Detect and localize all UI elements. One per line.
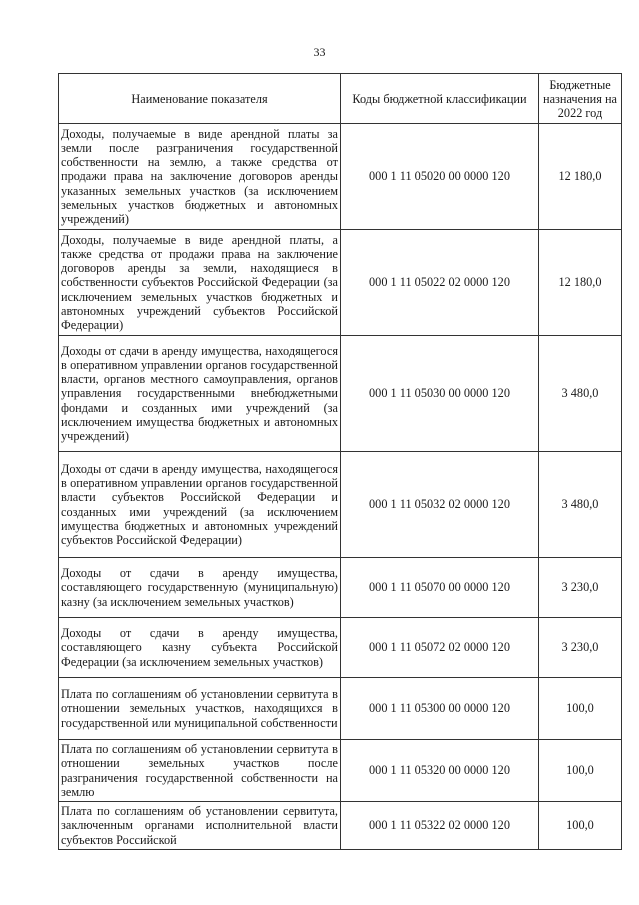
- row-name: Доходы от сдачи в аренду имущества, находящегося в оперативном управлении органов государственной власти субъектов Российской Федерации и созданных ими учреждений (за исключением имущества бюджетных и автономных учреждений субъектов Российской Федерации): [59, 452, 341, 558]
- row-amount: 3 480,0: [539, 336, 622, 452]
- row-name: Доходы, получаемые в виде арендной платы, а также средства от продажи права на заключение договоров аренды за земли, находящиеся в собственности субъектов Российской Федерации (за исключением земельных участков бюджетных и автономных учреждений субъектов Российской Федерации): [59, 230, 341, 336]
- row-name: Доходы, получаемые в виде арендной платы за земли после разграничения государственной собственности на землю, а также средства от продажи права на заключение договоров аренды указанных земельных участков (за исключением земельных участков бюджетных и автономных учреждений): [59, 124, 341, 230]
- table-row: [59, 452, 622, 558]
- table-row: [59, 336, 622, 452]
- table-row: [59, 740, 622, 802]
- row-name: Доходы от сдачи в аренду имущества, находящегося в оперативном управлении органов государственной власти, органов местного самоуправления, органов управления государственными внебюджетными фондами и созданных ими учреждений (за исключением имущества бюджетных и автономных учреждений): [59, 336, 341, 452]
- row-name: Доходы от сдачи в аренду имущества, составляющего казну субъекта Российской Федерации (за исключением земельных участков): [59, 618, 341, 678]
- budget-table: [58, 73, 622, 850]
- row-amount: 3 230,0: [539, 618, 622, 678]
- row-code: 000 1 11 05300 00 0000 120: [341, 678, 539, 740]
- table-row: [59, 802, 622, 850]
- row-code: 000 1 11 05022 02 0000 120: [341, 230, 539, 336]
- table-row: [59, 678, 622, 740]
- table-row: [59, 124, 622, 230]
- row-name: Доходы от сдачи в аренду имущества, составляющего государственную (муниципальную) казну (за исключением земельных участков): [59, 558, 341, 618]
- header-budget-amount: Бюджетные назначения на 2022 год: [539, 74, 622, 124]
- row-amount: 100,0: [539, 740, 622, 802]
- page-number: 33: [313, 45, 326, 59]
- row-amount: 100,0: [539, 802, 622, 850]
- row-code: 000 1 11 05032 02 0000 120: [341, 452, 539, 558]
- header-budget-codes: Коды бюджетной классификации: [341, 74, 539, 124]
- table-header-row: [59, 74, 622, 124]
- row-name: Плата по соглашениям об установлении сервитута в отношении земельных участков после разграничения государственной собственности на землю: [59, 740, 341, 802]
- row-name: Плата по соглашениям об установлении сервитута в отношении земельных участков, находящихся в государственной или муниципальной собственности: [59, 678, 341, 740]
- row-code: 000 1 11 05020 00 0000 120: [341, 124, 539, 230]
- row-code: 000 1 11 05322 02 0000 120: [341, 802, 539, 850]
- row-amount: 12 180,0: [539, 230, 622, 336]
- row-name: Плата по соглашениям об установлении сервитута, заключенным органами исполнительной власти субъектов Российской: [59, 802, 341, 850]
- row-code: 000 1 11 05070 00 0000 120: [341, 558, 539, 618]
- table-row: [59, 618, 622, 678]
- row-amount: 12 180,0: [539, 124, 622, 230]
- row-amount: 100,0: [539, 678, 622, 740]
- row-amount: 3 480,0: [539, 452, 622, 558]
- row-code: 000 1 11 05030 00 0000 120: [341, 336, 539, 452]
- row-code: 000 1 11 05072 02 0000 120: [341, 618, 539, 678]
- table-row: [59, 558, 622, 618]
- row-amount: 3 230,0: [539, 558, 622, 618]
- row-code: 000 1 11 05320 00 0000 120: [341, 740, 539, 802]
- header-indicator-name: Наименование показателя: [59, 74, 341, 124]
- table-row: [59, 230, 622, 336]
